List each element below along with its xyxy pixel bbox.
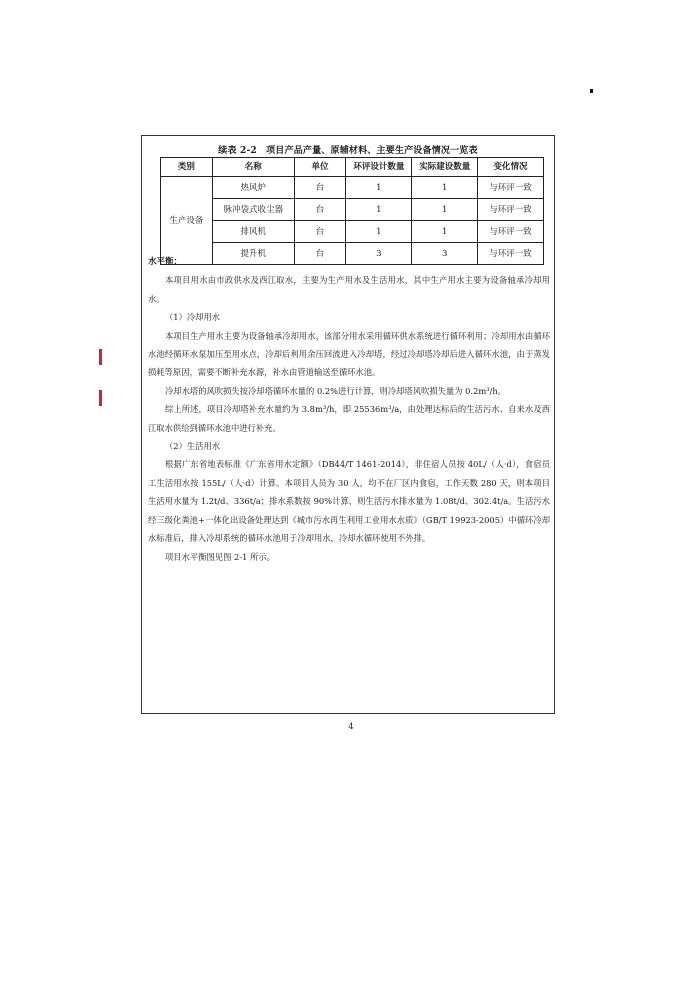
header-name: 名称 [212, 158, 294, 177]
cell-change: 与环评一致 [478, 221, 544, 243]
cell-unit: 台 [294, 221, 346, 243]
table-row [161, 199, 544, 221]
table-row [161, 221, 544, 243]
cell-design-qty: 1 [346, 177, 412, 199]
paragraph-balance-figure: 项目水平衡图见图 2-1 所示。 [165, 551, 275, 562]
scan-speck [590, 89, 593, 93]
cell-unit: 台 [294, 177, 346, 199]
stamp-mark [99, 349, 102, 365]
paragraph-makeup-water: 综上所述，项目冷却塔补充水量约为 3.8m³/h，即 25536m³/a，由处理达标后的生活污水、自来水及西江取水供给到循环水池中进行补充。 [148, 404, 550, 433]
cell-design-qty: 1 [346, 221, 412, 243]
cell-unit: 台 [294, 243, 346, 265]
body-text [148, 253, 550, 566]
subheading-domestic-water: （2）生活用水 [165, 441, 221, 452]
cell-name: 脉冲袋式收尘器 [212, 199, 294, 221]
header-actual-qty: 实际建设数量 [412, 158, 478, 177]
subheading-cooling-water: （1）冷却用水 [165, 312, 221, 323]
cell-name: 排风机 [212, 221, 294, 243]
equipment-table [160, 157, 544, 265]
table-header-row [161, 158, 544, 177]
cell-change: 与环评一致 [478, 199, 544, 221]
cell-actual-qty: 1 [412, 221, 478, 243]
group-label: 生产设备 [161, 177, 213, 265]
header-change: 变化情况 [478, 158, 544, 177]
paragraph-water-source: 本项目用水由市政供水及西江取水，主要为生产用水及生活用水，其中生产用水主要为设备轴承冷却用水。 [148, 275, 550, 304]
header-design-qty: 环评设计数量 [346, 158, 412, 177]
paragraph-domestic-water: 根据广东省地表标准《广东省用水定额》（DB44/T 1461-2014），非住宿人员按 40L/（人·d），食宿员工生活用水按 155L/（人·d）计算。本项目人员为 30 人，均不在厂区内食宿，工作天数 280 天，则本项目生活用水量为 1.2t/d、336t/a；排水系数按 90%计算，则生活污水排水量为 1.08t/d、302.4t/a。生活污水经三级化粪池+一体化出设备处理达到《城市污水再生利用工业用水水质》（GB/T 19923-2005）中循环冷却水标准后，排入冷却系统的循环水池用于冷却用水，冷却水循环使用不外排。 [148, 459, 550, 544]
cell-actual-qty: 3 [412, 243, 478, 265]
cell-actual-qty: 1 [412, 177, 478, 199]
stamp-mark [99, 390, 102, 406]
cell-name: 热风炉 [212, 177, 294, 199]
header-category: 类别 [161, 158, 213, 177]
cell-design-qty: 3 [346, 243, 412, 265]
table-caption: 续表 2-2 项目产品产量、原辅材料、主要生产设备情况一览表 [218, 146, 478, 156]
cell-unit: 台 [294, 199, 346, 221]
header-unit: 单位 [294, 158, 346, 177]
cell-change: 与环评一致 [478, 177, 544, 199]
table-row [161, 177, 544, 199]
cell-change: 与环评一致 [478, 243, 544, 265]
cell-design-qty: 1 [346, 199, 412, 221]
cell-name: 提升机 [212, 243, 294, 265]
paragraph-wind-loss: 冷却水塔的风吹损失按冷却塔循环水量的 0.2%进行计算，则冷却塔风吹损失量为 0.2m³/h。 [165, 385, 506, 396]
page-number: 4 [348, 722, 354, 732]
cell-actual-qty: 1 [412, 199, 478, 221]
paragraph-cooling-system: 本项目生产用水主要为设备轴承冷却用水，该部分用水采用循环供水系统进行循环利用；冷却用水由循环水池经循环水泵加压至用水点，冷却后利用余压回流进入冷却塔，经过冷却塔冷却后进入循环水池，由于蒸发损耗等原因，需要不断补充水源，补水由管道输送至循环水池。 [148, 330, 550, 378]
section-heading: 水平衡： [148, 257, 183, 267]
